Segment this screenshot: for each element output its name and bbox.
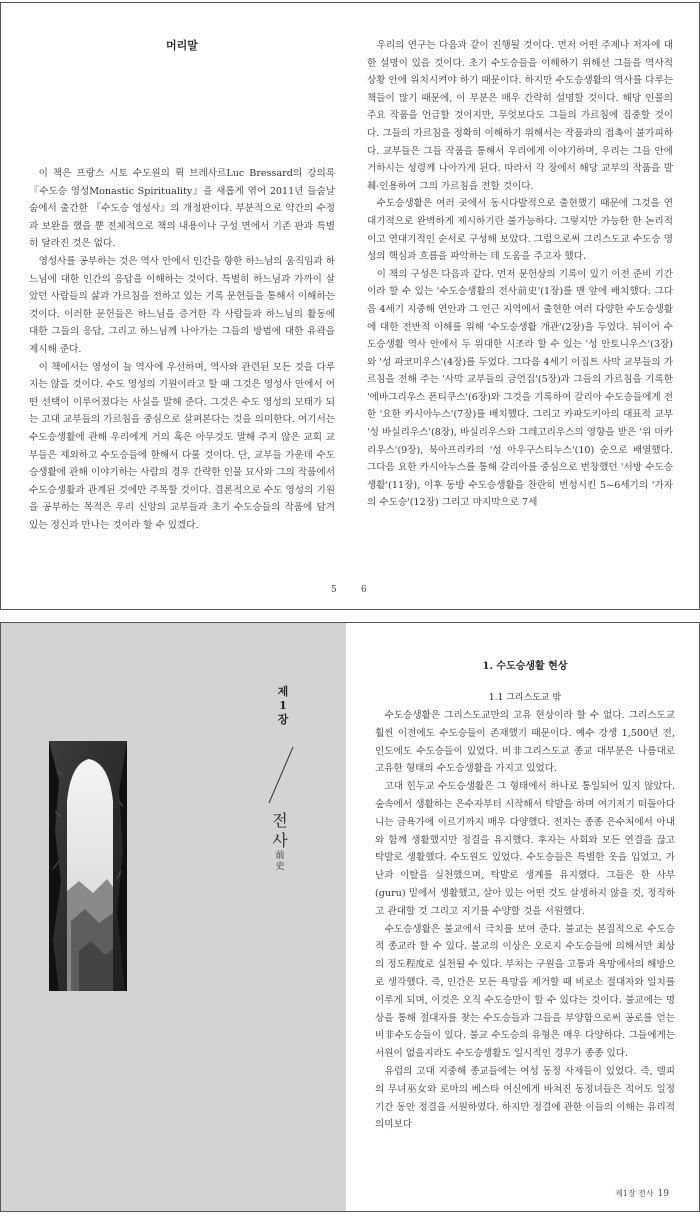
paragraph: 수도승생활은 여러 곳에서 동시다발적으로 출현했기 때문에 그것을 연대기적으로 완벽하게 제시하기란 불가능하다. 그렇지만 가능한 한 논리적이고 연대기적인 순서로 구성해 보았다. 그럼으로써 그리스도교 수도승 영성의 핵심과 흐름을 파악하는 데 도움을 주고자 했다. <box>367 198 673 263</box>
paragraph: 우리의 연구는 다음과 같이 진행될 것이다. 먼저 어떤 주제나 저자에 대한 설명이 있을 것이다. 초기 수도승들을 이해하기 위해선 그들을 역사적 상황 안에 위치시켜야 하기 때문이다. 하지만 수도승생활의 역사를 다루는 책들이 많기 때문에, 이 부분은 매우 간략히 설명할 것이다. 해당 인물의 주요 작품을 언급할 것이지만, 무엇보다도 그들의 가르침에 집중할 것이다. 그들의 가르침을 정확히 이해하기 위해서는 작품과의 접촉이 불가피하다. 교부들은 그들 작품을 통해서 우리에게 이야기하며, 우리는 그들 안에 거하시는 성령께 나아가게 된다. 따라서 각 장에서 해당 교부의 작품을 발췌·인용하여 그의 가르침을 전할 것이다. <box>367 40 673 192</box>
paragraph: 고대 힌두교 수도승생활은 그 형태에서 하나로 통일되어 있지 않았다. 숲속에서 생활하는 은수자부터 시작해서 탁발을 하며 여기저기 떠돌아다니는 금욕가에 이르기까지 매우 다양했다. 전자는 종종 은수처에서 아내와 함께 생활했지만 정결을 유지했다. 후자는 사회와 모든 연결을 끊고 탁발로 생활했다. 수도원도 있었다. 수도승들은 특별한 옷을 입었고, 가난과 이탈을 실천했으며, 탁발로 생계를 유지했다. 그들은 한 사부(guru) 밑에서 생활했고, 살아 있는 어떤 것도 살생하지 않을 것, 정직하고 관대할 것 그리고 지기를 수양할 것을 서원했다. <box>375 781 675 917</box>
page-number: 6 <box>361 585 367 595</box>
paragraph: 이 책의 구성은 다음과 같다. 먼저 문헌상의 기록이 있기 이전 준비 기간이라 할 수 있는 '수도승생활의 전사前史'(1장)를 맨 앞에 배치했다. 그다음 4세기 지중해 연안과 그 인근 지역에서 출현한 여러 다양한 수도승생활에 대한 전반적 이해를 위해 '수도승생활 개관'(2장)을 두었다. 뒤이어 수도승생활 역사 안에서 두 위대한 시조라 할 수 있는 '성 안토니우스'(3장)와 '성 파코미우스'(4장)를 두었다. 그다음 4세기 이집트 사막 교부들의 가르침을 전해 주는 '사막 교부들의 금언집'(5장)과 그들의 가르침을 기록한 '에바그리우스 폰티쿠스'(6장)와 그것을 기록하여 갈리아 수도승들에게 전한 '요한 카시아누스'(7장)를 배치했다. 그리고 카파도키아의 대표적 교부 '성 바실리우스'(8장), 바실리우스와 그레고리우스의 영향을 받은 '위 마카리우스'(9장), 북아프리카의 '성 아우구스티누스'(10) 순으로 배열했다. 그다음 요한 카시아누스를 통해 갈리아를 중심으로 번창했던 '서방 수도승생활'(11장), 이후 동방 수도승생활을 찬란히 번성시킨 5~6세기의 '가자의 수도승'(12장) 그리고 마지막으로 7세 <box>367 268 673 509</box>
chapter-label-char: 제 <box>277 685 289 698</box>
paragraph: 영성사를 공부하는 것은 역사 안에서 인간을 향한 하느님의 움직임과 하느님에 대한 인간의 응답을 이해하는 것이다. 특별히 하느님과 가까이 살았던 사람들의 삶과 가르침을 전하고 있는 기록 문헌들을 통해서 이해하는 것이다. 이러한 문헌들은 하느님을 증거한 각 사람들과 하느님의 활동에 대한 그들의 응답, 그리고 하느님께 나아가는 그들의 방법에 대한 유곽을 제시해 준다. <box>29 255 335 355</box>
page-number: 19 <box>657 1189 669 1199</box>
chapter-title-hanja: 史 <box>275 862 285 872</box>
stone-arch-photo <box>49 741 127 991</box>
left-page <box>29 37 335 534</box>
paragraph: 유럽의 고대 지중해 종교들에는 여성 동정 사제들이 있었다. 즉, 델피의 무녀巫女와 로마의 베스타 여신에게 바쳐진 동정녀들은 적어도 일정 기간 동안 정결을 서원하였다. 하지만 정결에 관한 이들의 이해는 유리적 의미보다 <box>375 1065 675 1131</box>
book-spread-2 <box>0 622 700 1212</box>
paragraph: 이 책에서는 영성이 늘 역사에 우선하며, 역사와 관련된 모든 것을 다루지는 않을 것이다. 수도 영성의 기원이라고 할 때 그것은 영성사 안에서 어떤 선택이 이루어졌다는 사실을 말해 준다. 그것은 수도 영성의 모태가 되는 고대 교부들의 가르침을 중심으로 살펴본다는 것을 의미한다. 여기서는 수도승생활에 관해 우리에게 거의 혹은 아무것도 말해 주지 않은 교회 교부들은 제외하고 수도승들에 한해서 다룰 것이다. 단, 교부들 가운데 수도승생활에 관해 이야기하는 사람의 경우 간략한 인물 묘사와 그의 작품에서 수도승생활과 관계된 것에만 주목할 것이다. 결론적으로 수도 영성의 기원을 공부하는 목적은 우리 신앙의 교부들과 초기 수도승들의 작품에 담겨 있는 정신과 만나는 것이라 할 수 있겠다. <box>29 361 335 531</box>
paragraph: 수도승생활은 그리스도교만의 고유 현상이라 할 수 없다. 그리스도교 훨씬 이전에도 수도승들이 존재했기 때문이다. 예수 강생 1,500년 전, 인도에도 수도승들이 있었다. 비非그리스도교 종교 대부분은 나름대로 고유한 형태의 수도승생활을 가지고 있었다. <box>375 710 675 775</box>
right-page <box>375 657 675 1134</box>
page-number: 5 <box>331 585 337 595</box>
chapter-title-hanja: 前 <box>275 851 285 861</box>
divider-slash <box>263 745 299 807</box>
paragraph: 수도승생활은 불교에서 극치를 보여 준다. 불교는 본질적으로 수도승적 종교라 할 수 있다. 불교의 이상은 오로지 수도승들에 의해서만 최상의 정도程度로 실천될 수 있다. 부처는 구원을 고통과 욕망에서의 해방으로 생각했다. 즉, 인간은 모든 욕망을 제거할 때 비로소 절대자와 일치를 이루게 되며, 이것은 오직 수도승만이 할 수 있다는 것이다. 불교에는 명상을 통해 절대자를 찾는 수도승들과 그들을 부양함으로써 공로를 얻는 비非수도승들이 있다. 불교 수도승의 유형은 매우 다양하다. 그들에게는 서원이 없을지라도 수도승생활도 일시적인 경우가 종종 있다. <box>375 923 675 1060</box>
page-footer <box>615 1188 669 1199</box>
section-title: 1. 수도승생활 현상 <box>482 661 568 672</box>
chapter-opener-page <box>1 623 346 1211</box>
subsection-title: 1.1 그리스도교 밖 <box>488 693 562 703</box>
right-page <box>367 37 673 512</box>
paragraph: 이 책은 프랑스 시토 수도원의 뤽 브레사르Luc Bressard의 강의록 『수도승 영성Monastic Spirituality』을 새롭게 엮어 2011년 들숨날숨에서 출간한 『수도승 영성사』의 개정판이다. 부분적으로 약간의 수정과 보완을 했을 뿐 전체적으로 책의 내용이나 구성 면에서 기존 판과 특별히 달라진 것은 없다. <box>29 168 335 250</box>
page-heading: 머리말 <box>166 39 198 52</box>
book-spread-1 <box>0 2 700 610</box>
chapter-label-char: 장 <box>277 713 289 726</box>
chapter-label <box>275 685 291 727</box>
chapter-title <box>269 811 291 873</box>
chapter-title-char: 사 <box>272 831 288 850</box>
running-footer: 제1장 전사 <box>615 1189 654 1198</box>
chapter-label-char: 1 <box>279 699 287 712</box>
chapter-title-char: 전 <box>272 811 288 830</box>
